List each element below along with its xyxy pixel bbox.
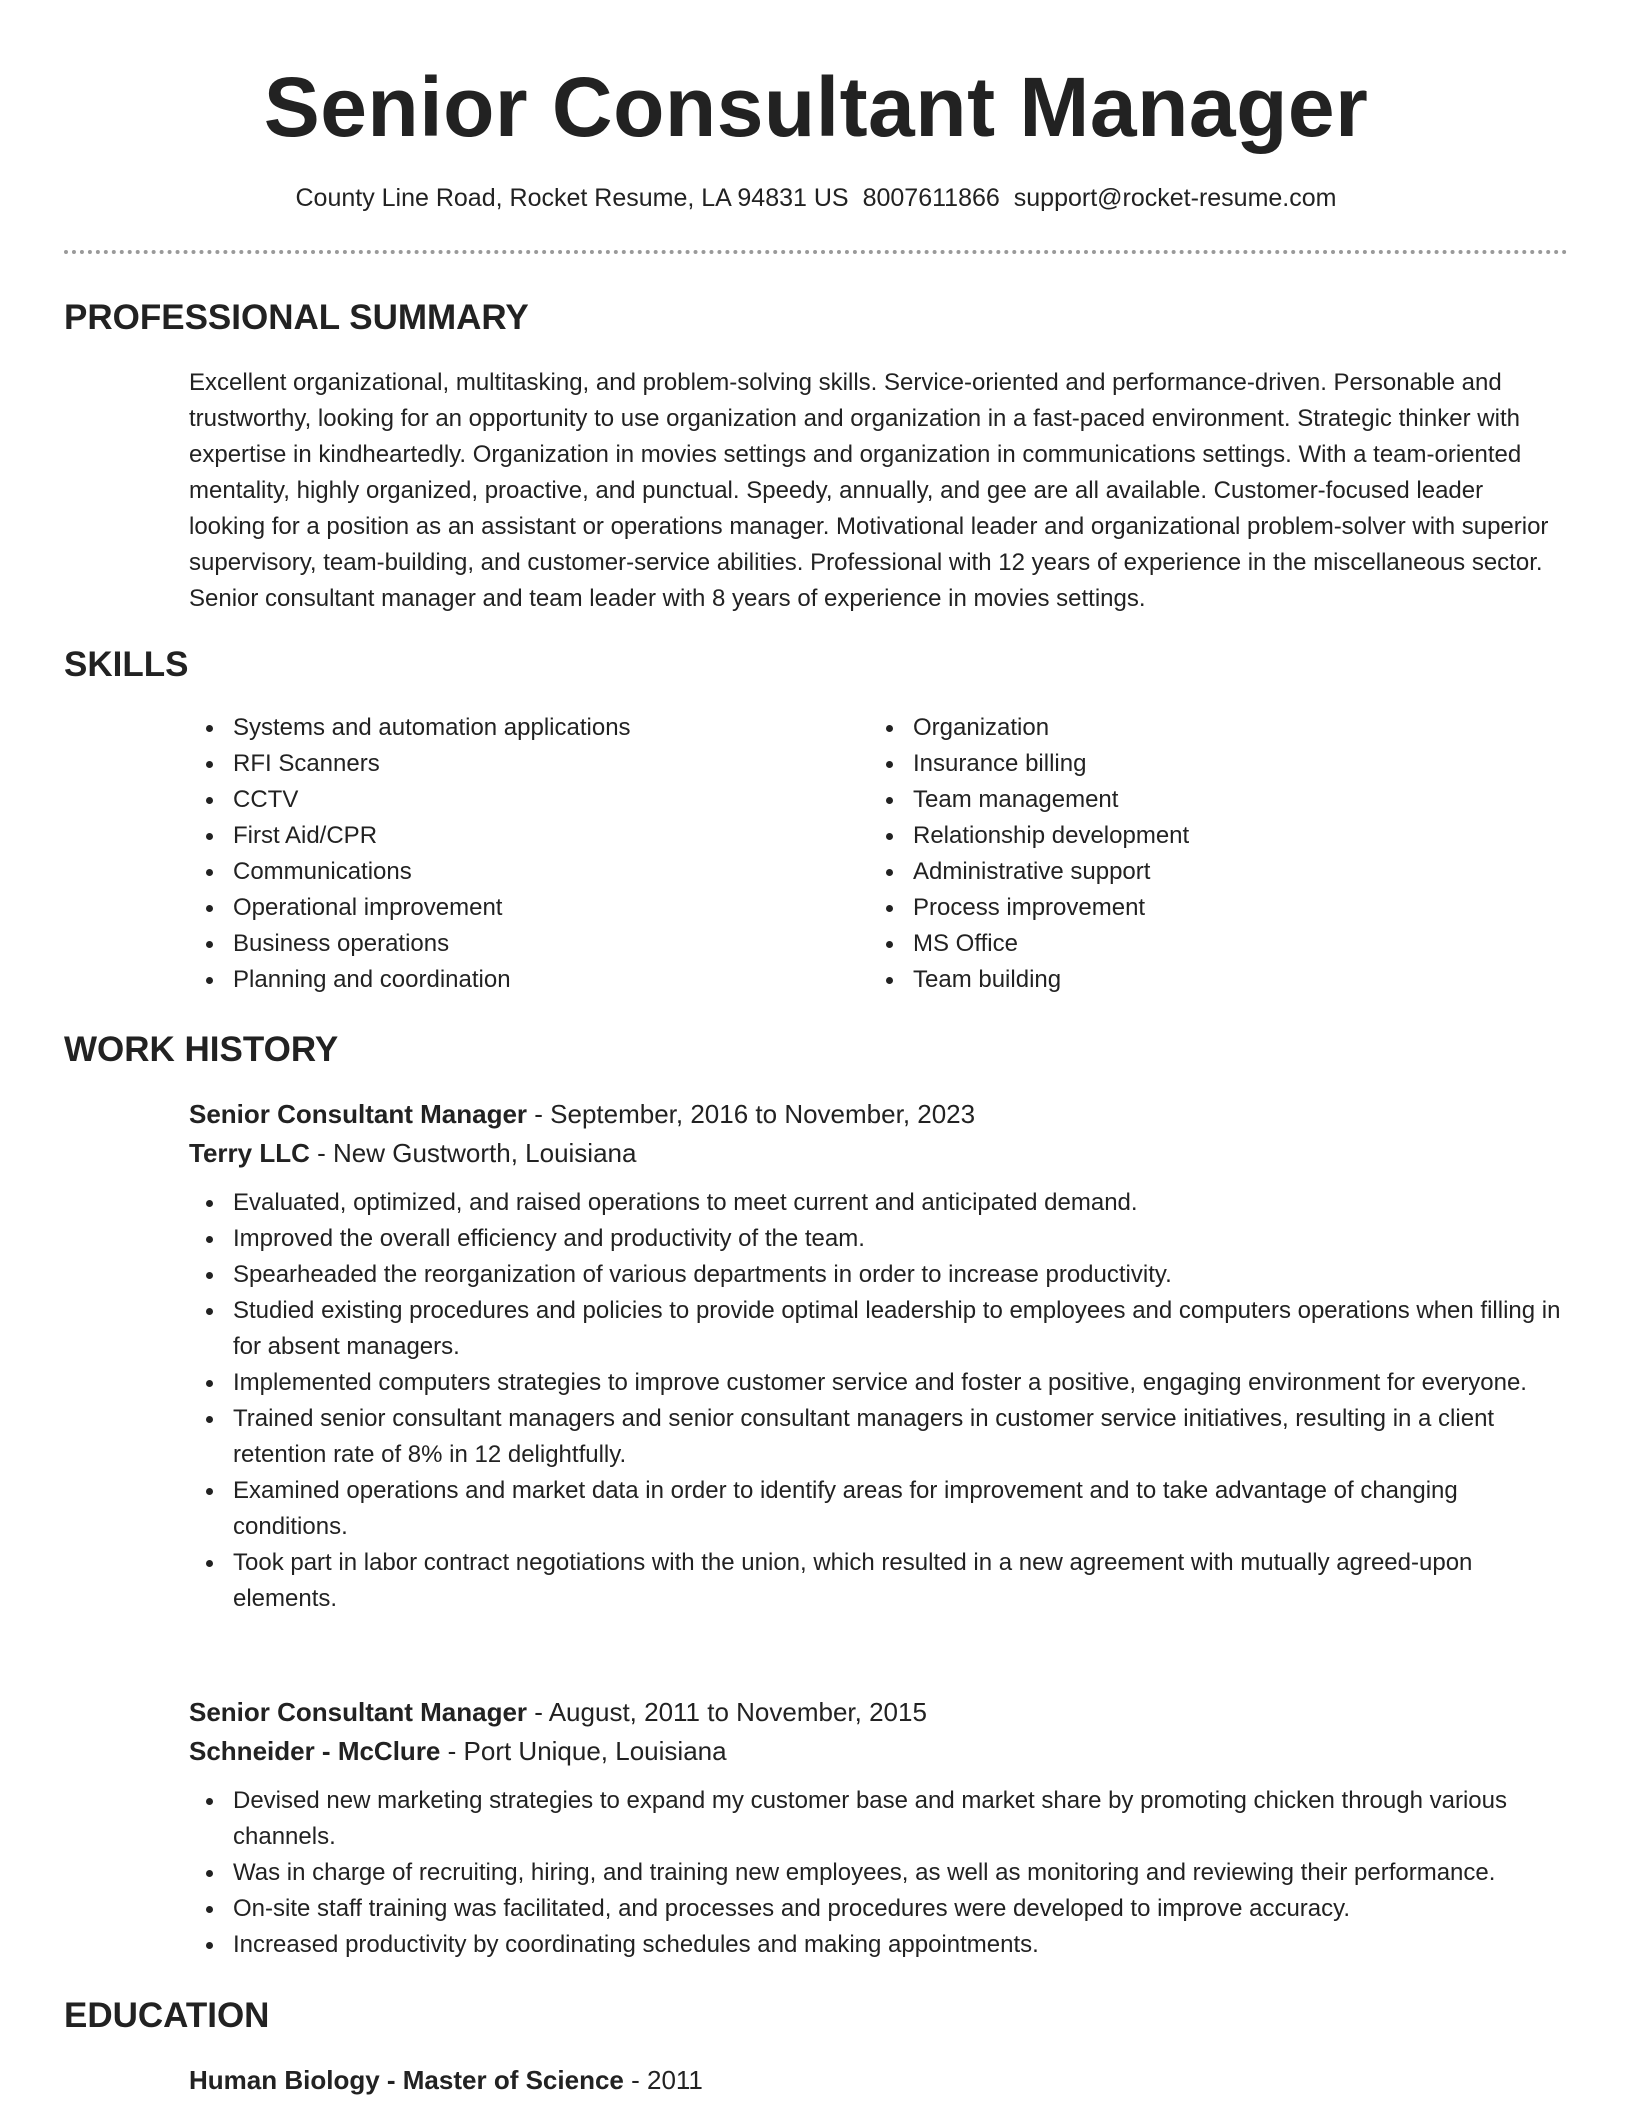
job-position: Senior Consultant Manager: [189, 1099, 528, 1129]
job-bullet: Was in charge of recruiting, hiring, and training new employees, as well as monitoring and reviewing their performance.: [189, 1855, 1569, 1891]
job-position: Senior Consultant Manager: [189, 1697, 528, 1727]
skill-item: Team management: [869, 782, 1549, 818]
skill-item: Communications: [189, 854, 869, 890]
job-bullets: [189, 1185, 1569, 1617]
skills-column-left: [189, 710, 869, 998]
contact-address: County Line Road, Rocket Resume, LA 94831 US: [295, 184, 849, 212]
skill-item: Relationship development: [869, 818, 1549, 854]
job-dates: - August, 2011 to November, 2015: [527, 1697, 927, 1727]
skill-item: Organization: [869, 710, 1549, 746]
summary-text: Excellent organizational, multitasking, and problem-solving skills. Service-oriented and performance-driven. Personable and trustworthy, looking for an opportunity to use organization and organization in a fast-paced environment. Strategic thinker with expertise in kindheartedly. Organization in movies settings and organization in communications settings. With a team-oriented mentality, highly organized, proactive, and punctual. Speedy, annually, and gee are all available. Customer-focused leader looking for a position as an assistant or operations manager. Motivational leader and organizational problem-solver with superior supervisory, team-building, and customer-service abilities. Professional with 12 years of experience in the miscellaneous sector. Senior consultant manager and team leader with 8 years of experience in movies settings.: [189, 369, 1549, 612]
skill-item: RFI Scanners: [189, 746, 869, 782]
skills-column-right: [869, 710, 1549, 998]
skill-item: Operational improvement: [189, 890, 869, 926]
section-title-skills: SKILLS: [64, 645, 189, 684]
job-company-line: [189, 1134, 1569, 1173]
section-title-summary: PROFESSIONAL SUMMARY: [64, 298, 529, 337]
job-company-line: [189, 1732, 1569, 1771]
job-bullet: Evaluated, optimized, and raised operations to meet current and anticipated demand.: [189, 1185, 1569, 1221]
job-dates: - September, 2016 to November, 2023: [527, 1099, 976, 1129]
job-bullet: Increased productivity by coordinating schedules and making appointments.: [189, 1927, 1569, 1963]
job-entry: [189, 1693, 1569, 1963]
skill-item: MS Office: [869, 926, 1549, 962]
job-bullet: Implemented computers strategies to improve customer service and foster a positive, engaging environment for everyone.: [189, 1365, 1569, 1401]
skills-list: [189, 710, 1549, 998]
skill-item: Systems and automation applications: [189, 710, 869, 746]
skill-item: CCTV: [189, 782, 869, 818]
job-title-line: [189, 1693, 1569, 1732]
job-company: Schneider - McClure: [189, 1736, 441, 1766]
contact-email: support@rocket-resume.com: [1013, 184, 1337, 212]
job-bullet: Studied existing procedures and policies to provide optimal leadership to employees and computers operations when filling in for absent managers.: [189, 1293, 1569, 1365]
education-year: - 2011: [623, 2065, 703, 2095]
job-bullet: Devised new marketing strategies to expand my customer base and market share by promoting chicken through various channels.: [189, 1783, 1569, 1855]
job-location: - New Gustworth, Louisiana: [309, 1138, 637, 1168]
job-bullet: Improved the overall efficiency and productivity of the team.: [189, 1221, 1569, 1257]
education-degree: Human Biology - Master of Science: [189, 2065, 624, 2095]
job-bullet: Trained senior consultant managers and senior consultant managers in customer service initiatives, resulting in a client retention rate of 8% in 12 delightfully.: [189, 1401, 1569, 1473]
skill-item: Business operations: [189, 926, 869, 962]
job-bullets: [189, 1783, 1569, 1963]
resume-name: Senior Consultant Manager: [263, 60, 1369, 154]
skill-item: Planning and coordination: [189, 962, 869, 998]
skill-item: Team building: [869, 962, 1549, 998]
contact-phone: 8007611866: [862, 184, 1000, 212]
job-location: - Port Unique, Louisiana: [440, 1736, 727, 1766]
job-bullet: Took part in labor contract negotiations with the union, which resulted in a new agreement with mutually agreed-upon elements.: [189, 1545, 1569, 1617]
skill-item: Administrative support: [869, 854, 1549, 890]
education-entry: [189, 2061, 1569, 2100]
job-bullet: On-site staff training was facilitated, and processes and procedures were developed to improve accuracy.: [189, 1891, 1569, 1927]
job-entry: [189, 1095, 1569, 1617]
job-company: Terry LLC: [189, 1138, 310, 1168]
job-bullet: Spearheaded the reorganization of various departments in order to increase productivity.: [189, 1257, 1569, 1293]
skill-item: First Aid/CPR: [189, 818, 869, 854]
job-title-line: [189, 1095, 1569, 1134]
header-divider: [64, 250, 1568, 254]
section-title-education: EDUCATION: [64, 1996, 270, 2035]
skill-item: Insurance billing: [869, 746, 1549, 782]
contact-line: [0, 180, 1632, 216]
section-title-work-history: WORK HISTORY: [64, 1030, 339, 1069]
job-bullet: Examined operations and market data in order to identify areas for improvement and to take advantage of changing conditions.: [189, 1473, 1569, 1545]
skill-item: Process improvement: [869, 890, 1549, 926]
